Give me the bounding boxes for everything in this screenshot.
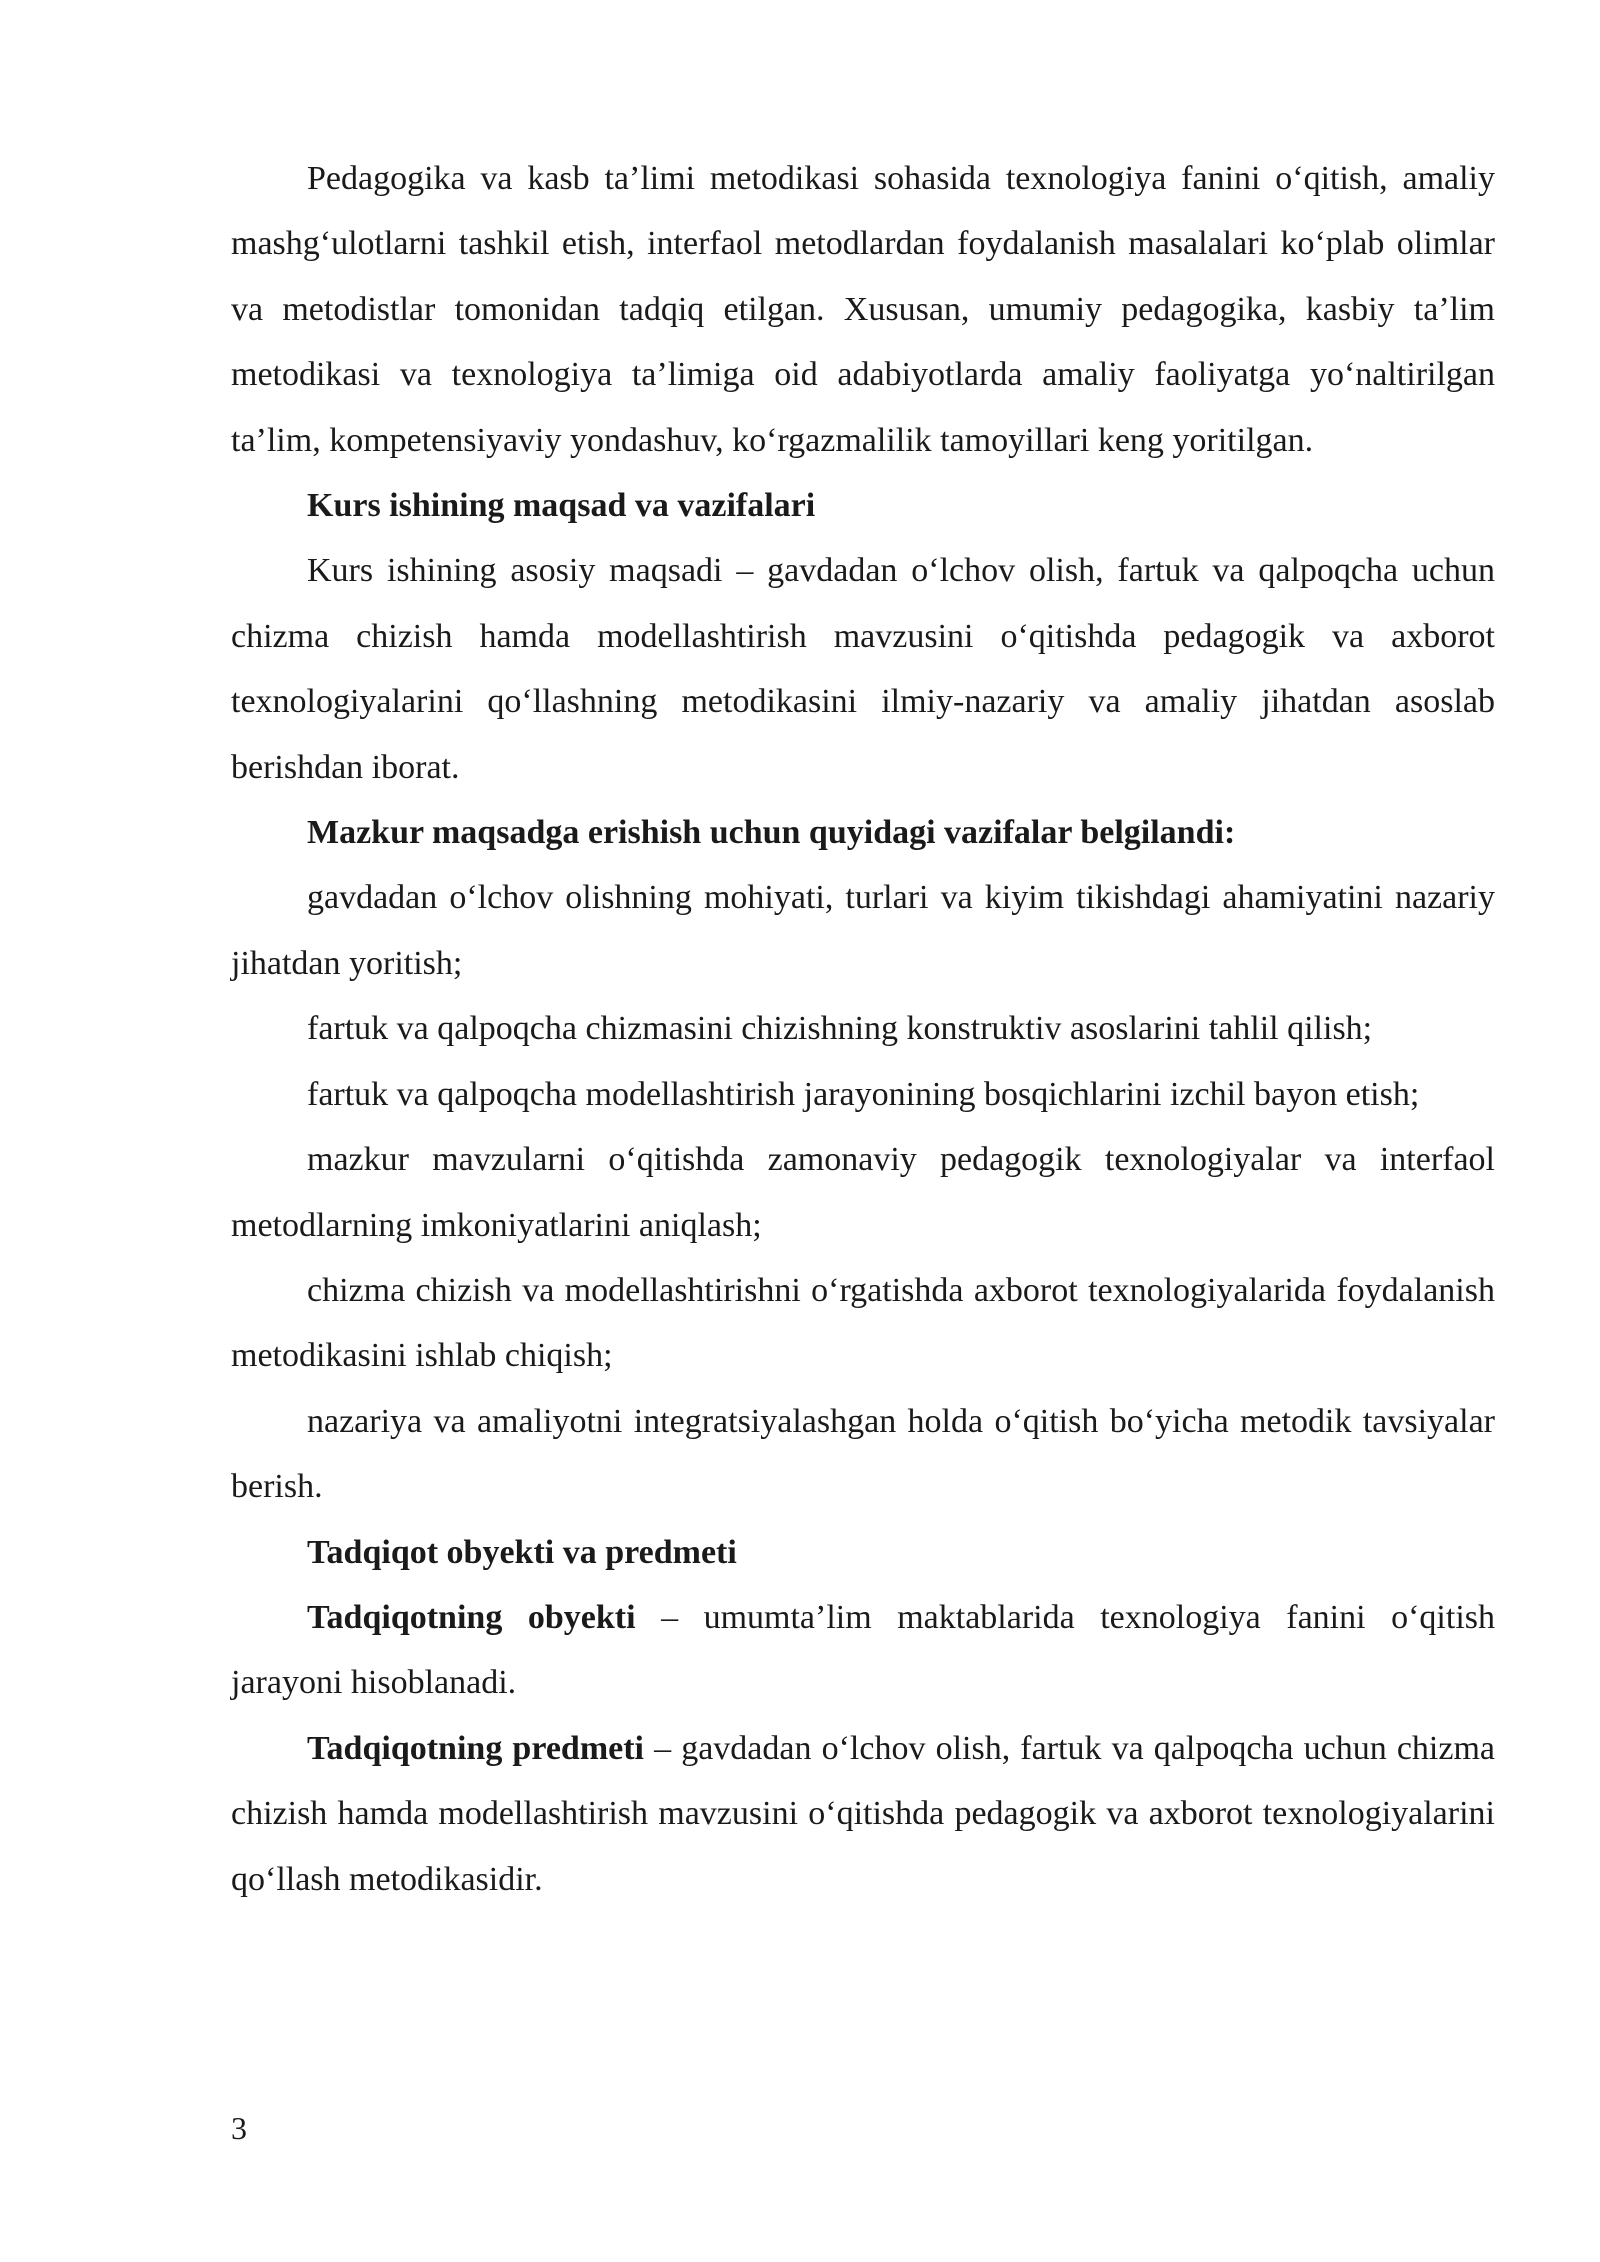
tasks-heading: Mazkur maqsadga erishish uchun quyidagi vazifalar belgilandi: [307,814,1236,852]
task-item: gavdadan o‘lchov olishning mohiyati, turlari va kiyim tikishdagi ahamiyatini nazariy jihatdan yoritish; [231,879,1495,982]
tasks-list [231,865,1495,1519]
goal-paragraph: Kurs ishining asosiy maqsadi – gavdadan o‘lchov olish, fartuk va qalpoqcha uchun chizma chizish hamda modellashtirish mavzusini o‘qitishda pedagogik va axborot texnologiyalarini qo‘llashning metodikasini ilmiy-nazariy va amaliy jihatdan asoslab berishdan iborat. [231,552,1495,786]
research-subject-paragraph [231,1716,1495,1912]
research-object-term: Tadqiqotning obyekti [307,1598,636,1636]
research-subject-term: Tadqiqotning predmeti [307,1729,644,1767]
object-subject-heading: Tadqiqot obyekti va predmeti [307,1533,737,1571]
task-item: fartuk va qalpoqcha chizmasini chizishning konstruktiv asoslarini tahlil qilish; [307,1010,1373,1048]
research-object-paragraph [231,1585,1495,1716]
research-subject-text: – gavdadan o‘lchov olish, fartuk va qalpoqcha uchun chizma chizish hamda modellashtirish mavzusini o‘qitishda pedagogik va axborot texnologiyalarini qo‘llash metodikasidir. [231,1729,1495,1898]
page-body [231,146,1495,1912]
page-number: 3 [231,2110,247,2146]
task-item: mazkur mavzularni o‘qitishda zamonaviy pedagogik texnologiyalar va interfaol metodlarning imkoniyatlarini aniqlash; [231,1141,1495,1244]
task-item: nazariya va amaliyotni integratsiyalashgan holda o‘qitish bo‘yicha metodik tavsiyalar berish. [231,1402,1495,1506]
intro-paragraph: Pedagogika va kasb ta’limi metodikasi sohasida texnologiya fanini o‘qitish, amaliy mashg‘ulotlarni tashkil etish, interfaol metodlardan foydalanish masalalari ko‘plab olimlar va metodistlar tomonidan tadqiq etilgan. Xususan, umumiy pedagogika, kasbiy ta’lim metodikasi va texnologiya ta’limiga oid adabiyotlarda amaliy faoliyatga yo‘naltirilgan ta’lim, kompetensiyaviy yondashuv, ko‘rgazmalilik tamoyillari keng yoritilgan. [231,160,1495,459]
task-item: chizma chizish va modellashtirishni o‘rgatishda axborot texnologiyalarida foydalanish metodikasini ishlab chiqish; [231,1271,1495,1375]
research-object-text: – umumta’lim maktablarida texnologiya fanini o‘qitish jarayoni hisoblanadi. [231,1598,1495,1702]
goals-heading: Kurs ishining maqsad va vazifalari [307,487,816,525]
task-item: fartuk va qalpoqcha modellashtirish jarayonining bosqichlarini izchil bayon etish; [307,1075,1420,1113]
